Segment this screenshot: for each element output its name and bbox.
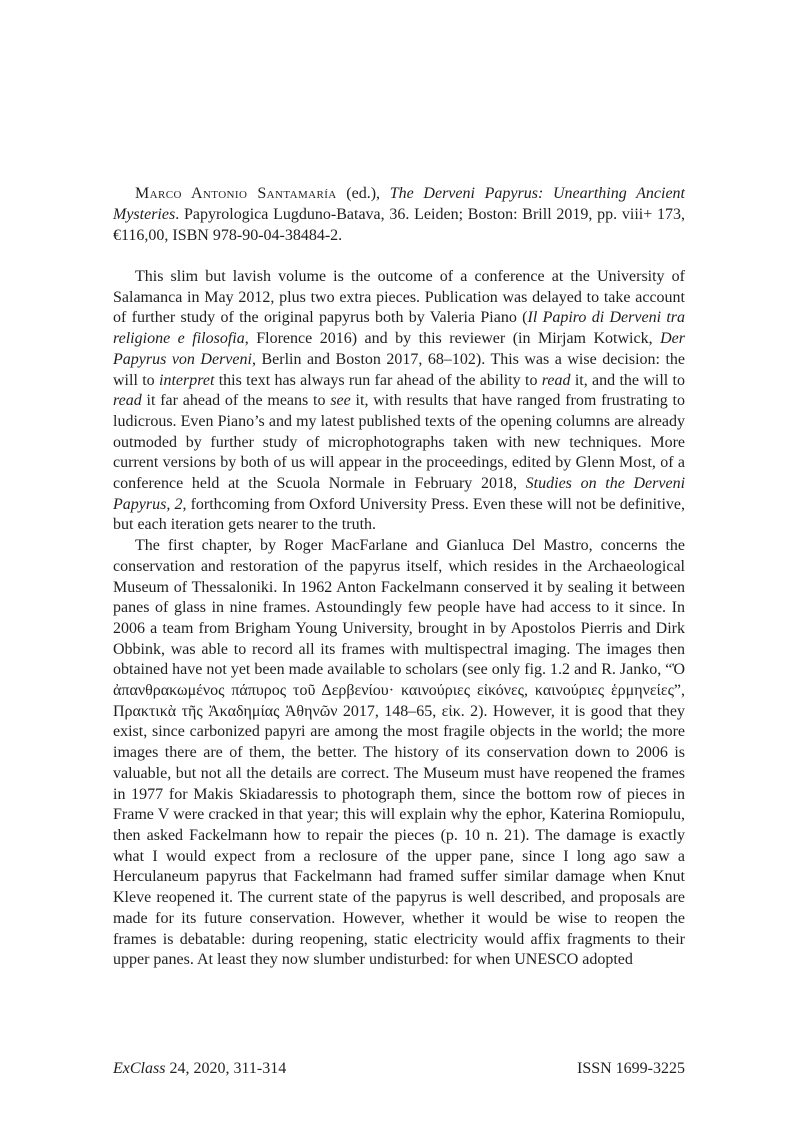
text-segment: 24, 2020, 311-314 — [165, 1060, 287, 1077]
text-segment-italic: interpret — [159, 371, 215, 389]
text-segment-italic: Studies on the Derveni Papyrus, 2 — [113, 475, 686, 513]
text-segment-italic: ExClass — [113, 1060, 166, 1077]
journal-reference — [113, 1058, 286, 1079]
text-segment-italic: read — [113, 392, 142, 410]
text-segment: , Florence 2016) and by this reviewer (in Mirjam Kotwick, — [244, 330, 661, 348]
text-segment: (ed.), — [336, 185, 390, 202]
text-segment: The first chapter, by Roger MacFarlane and Gianluca Del Mastro, concerns the conservation and restoration of the papyrus itself, which resides in the Archaeological Museum of Thessaloniki. In 1962 Anton Fackelmann conserved it by sealing it between panes of glass in nine frames. Astoundingly few people have had access to it since. In 2006 a team from Brigham Young University, brought in by Apostolos Pierris and Dirk Obbink, was able to record all its frames with multispectral imaging. The images then obtained have not yet been made available to scholars (see only fig. 1.2 and R. Janko, “Ὁ ἀπανθρακωμένος πάπυρος τοῦ Δερβενίου· καινούριες εἰκόνες, καινούριες ἑρμηνείες”, Πρακτικὰ τῆς Ἀκαδημίας Ἀθηνῶν 2017, 148–65, εἰκ. 2). However, it is good that they exist, since carbonized papyri are among the most fragile objects in the world; the more images there are of them, the better. The history of its conservation down to 2006 is valuable, but not all the details are correct. The Museum must have reopened the frames in 1977 for Makis Skiadaressis to photograph them, since the bottom row of pieces in Frame V were cracked in that year; this will explain why the ephor, Katerina Romiopulu, then asked Fackelmann how to repair the pieces (p. 10 n. 21). The damage is exactly what I would expect from a reclosure of the upper pane, since I long ago saw a Herculaneum papyrus that Fackelmann had framed suffer similar damage when Knut Kleve reopened it. The current state of the papyrus is well described, and proposals are made for its future conservation. However, whether it would be wise to reopen the frames is debatable: during reopening, static electricity would affix fragments to their upper panes. At least they now slumber undisturbed: for when UNESCO adopted — [113, 537, 685, 969]
text-segment-italic: read — [541, 371, 571, 389]
page-footer — [113, 1058, 685, 1079]
review-paragraph-2 — [113, 536, 685, 971]
text-column — [113, 183, 685, 971]
book-citation-heading — [113, 183, 685, 246]
text-segment-italic: see — [330, 392, 351, 410]
text-segment: it, with results that have ranged from frustrating to ludicrous. Even Piano’s and my latest published texts of the opening columns are already outmoded by further study of microphotographs taken with new techniques. More current versions by both of us will appear in the proceedings, edited by Glenn Most, of a conference held at the Scuola Normale in February 2018, — [113, 392, 686, 493]
text-segment-italic: The Derveni Papyrus: Unearthing Ancient Mysteries — [113, 185, 685, 223]
text-segment: . Papyrologica Lugduno-Batava, 36. Leiden; Boston: Brill 2019, pp. viii+ 173, €116,00, ISBN 978-90-04-38484-2. — [113, 206, 685, 244]
text-segment: this text has always run far ahead of the ability to — [214, 371, 542, 389]
text-segment: , Berlin and Boston 2017, 68–102). This was a wise decision: the will to — [113, 350, 686, 389]
text-segment: it far ahead of the means to — [141, 392, 331, 410]
text-segment: This slim but lavish volume is the outcome of a conference at the University of Salamanca in May 2012, plus two extra pieces. Publication was delayed to take account of further study of the original papyrus both by Valeria Piano ( — [113, 268, 685, 327]
text-segment: , forthcoming from Oxford University Press. Even these will not be definitive, but each iteration gets nearer to the truth. — [113, 495, 686, 534]
text-segment-smallcaps: Marco Antonio Santamaría — [135, 185, 337, 202]
issn-label: ISSN 1699-3225 — [576, 1060, 685, 1077]
text-segment-italic: Der Papyrus von Derveni — [113, 330, 685, 368]
review-paragraph-1 — [113, 267, 685, 536]
text-segment: it, and the will to — [570, 371, 685, 389]
text-segment-italic: Il Papiro di Derveni tra religione e filosofia — [113, 309, 685, 348]
